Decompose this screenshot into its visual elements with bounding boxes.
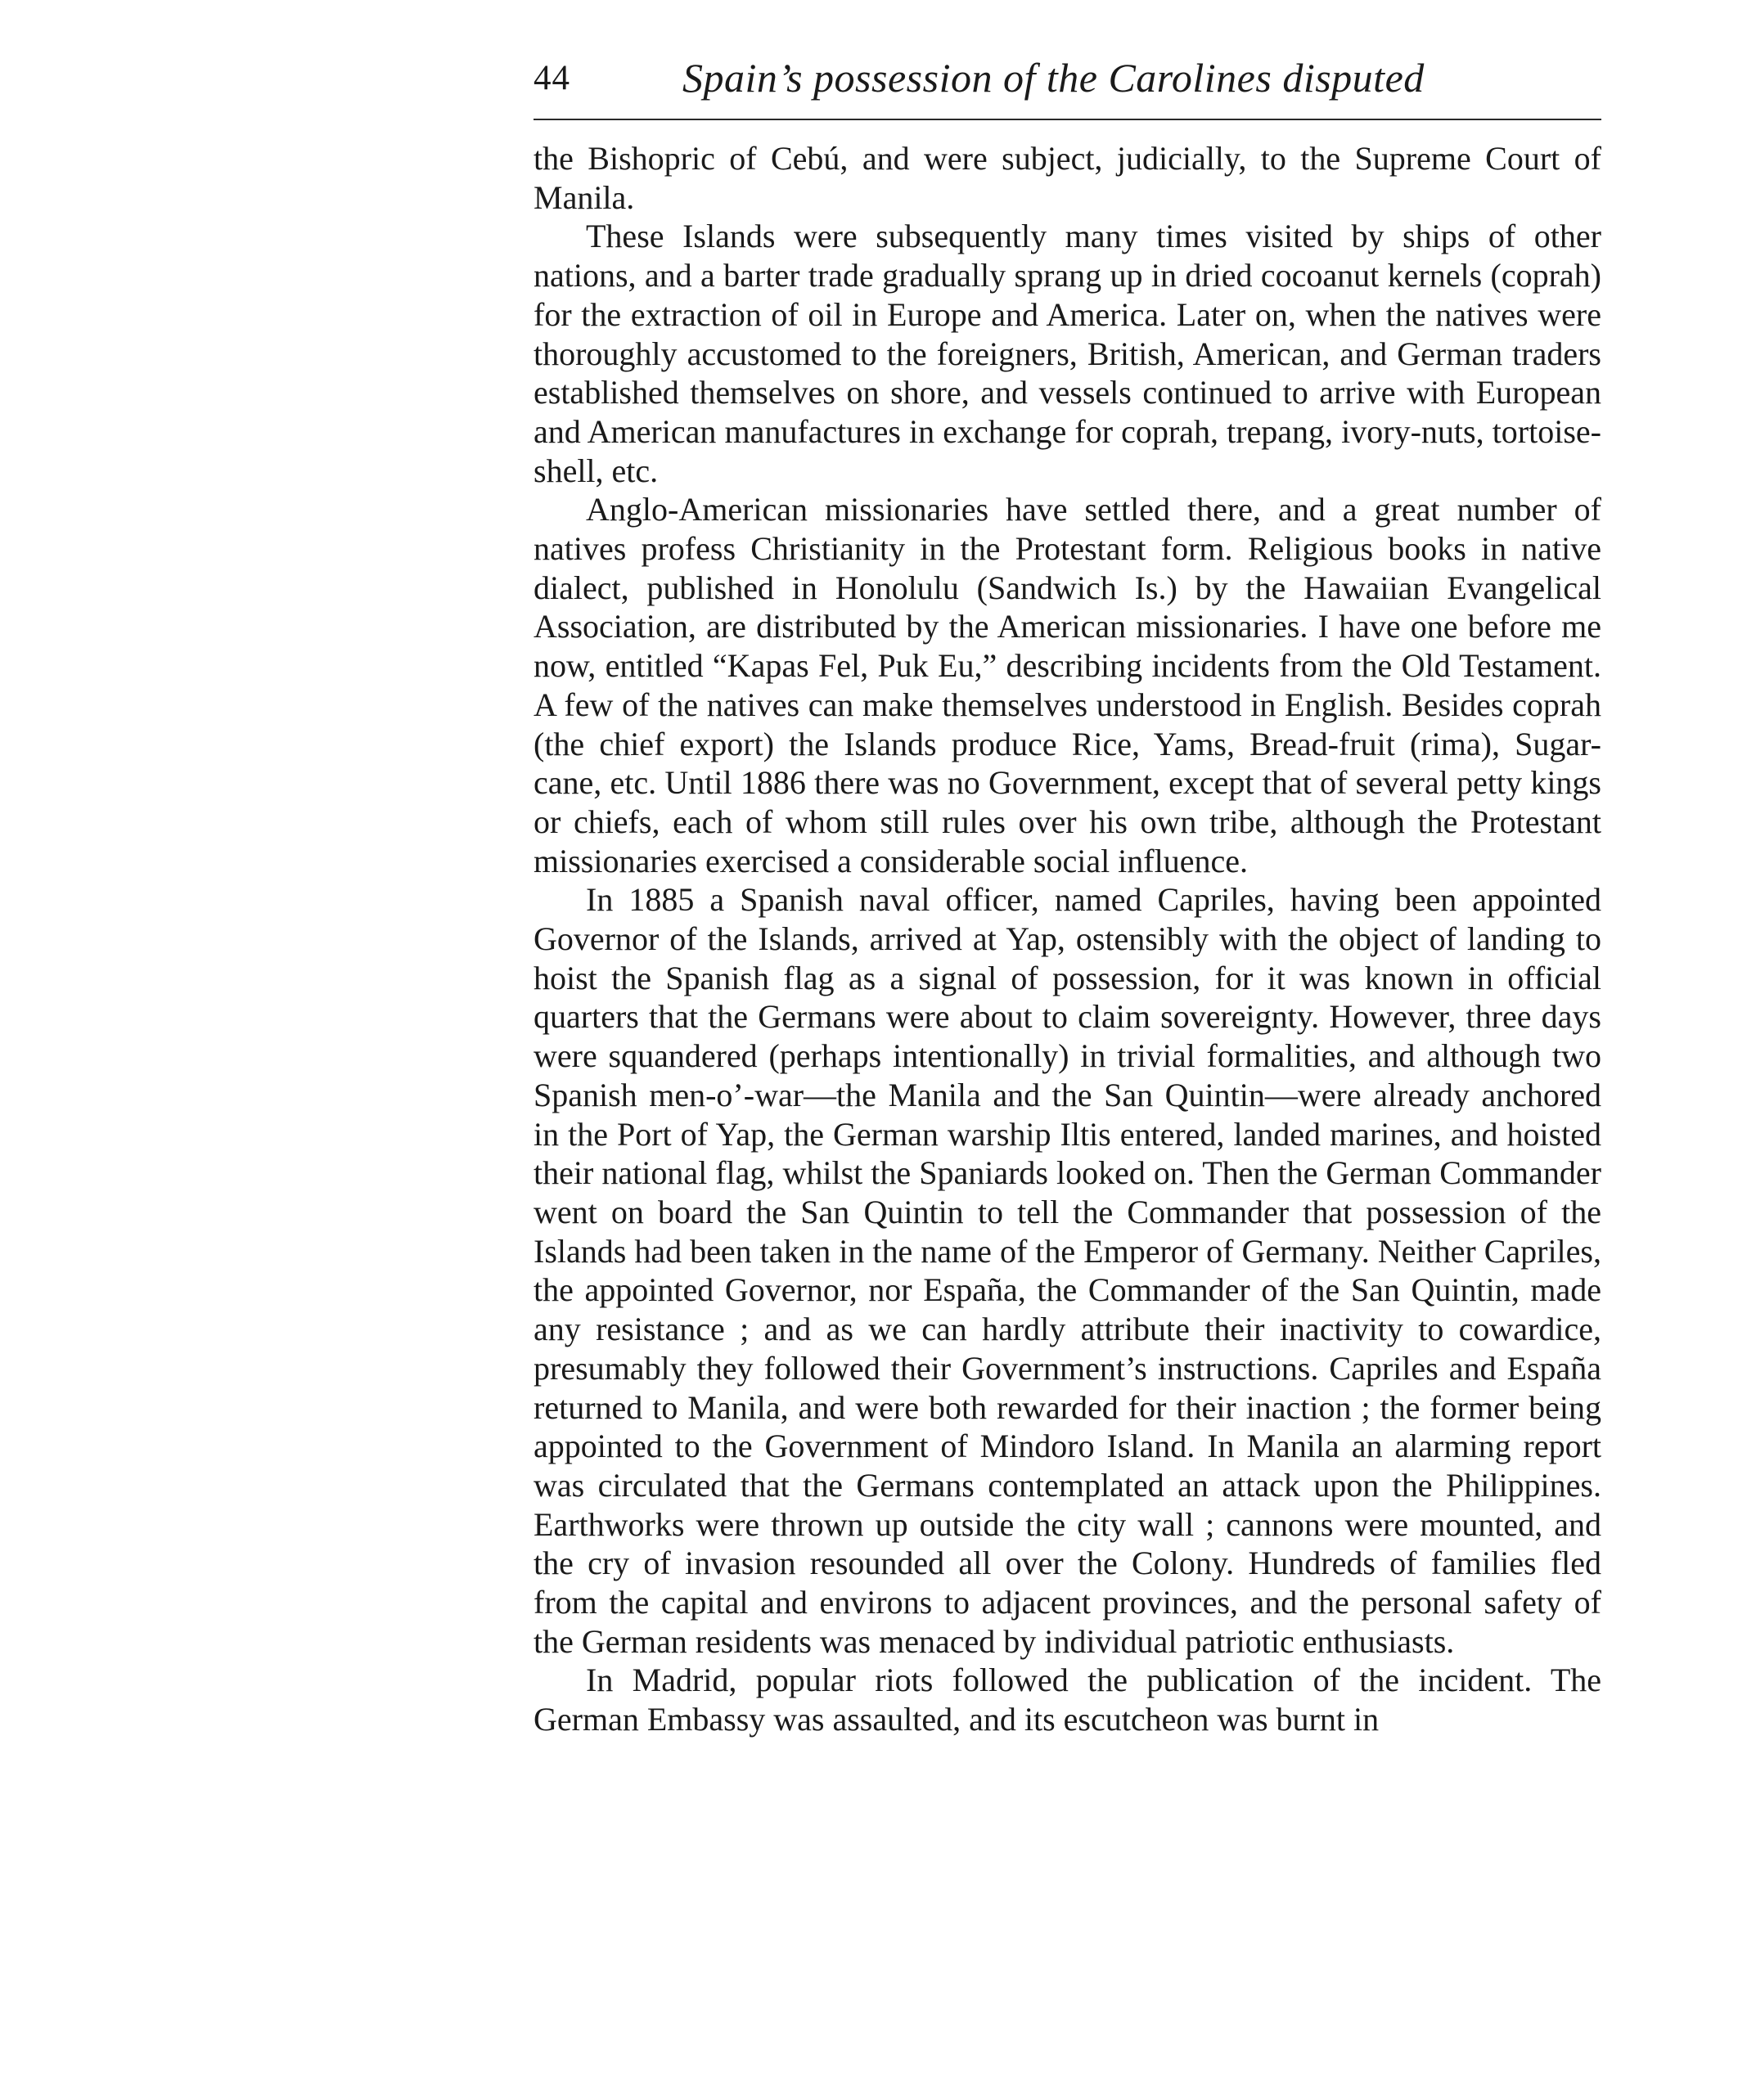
running-title: Spain’s possession of the Carolines disputed: [682, 55, 1425, 101]
body-text: [534, 139, 1601, 1739]
page-number: 44: [534, 59, 570, 97]
paragraph: In 1885 a Spanish naval officer, named Capriles, having been appointed Governor of the Islands, arrived at Yap, ostensibly with the object of landing to hoist the Spanish flag as a signal of possession, for it was known in official quarters that the Germans were about to claim sovereignty. However, three days were squandered (perhaps intentionally) in trivial formalities, and although two Spanish men-o’-war—the Manila and the San Quintin—were already anchored in the Port of Yap, the German warship Iltis entered, landed marines, and hoisted their national flag, whilst the Spaniards looked on. Then the German Commander went on board the San Quintin to tell the Commander that possession of the Islands had been taken in the name of the Emperor of Germany. Neither Capriles, the appointed Governor, nor España, the Commander of the San Quintin, made any resistance ; and as we can hardly attribute their inactivity to cowardice, presumably they followed their Government’s instructions. Capriles and España returned to Manila, and were both rewarded for their inaction ; the former being appointed to the Government of Mindoro Island. In Manila an alarming report was circulated that the Germans contemplated an attack upon the Philippines. Earthworks were thrown up outside the city wall ; cannons were mounted, and the cry of invasion resounded all over the Colony. Hundreds of families fled from the capital and environs to adjacent provinces, and the personal safety of the German residents was menaced by individual patriotic enthusiasts.: [534, 881, 1601, 1660]
paragraph: These Islands were subsequently many times visited by ships of other nations, and a barter trade gradually sprang up in dried cocoanut kernels (coprah) for the extraction of oil in Europe and America. Later on, when the natives were thoroughly accustomed to the foreigners, British, American, and German traders established themselves on shore, and vessels continued to arrive with European and American manufactures in exchange for coprah, trepang, ivory-nuts, tortoise-shell, etc.: [534, 218, 1601, 489]
paragraph: In Madrid, popular riots followed the publication of the incident. The German Embassy was assaulted, and its escutcheon was burnt in: [534, 1662, 1601, 1738]
running-head: [534, 54, 1601, 111]
paragraph: Anglo-American missionaries have settled there, and a great number of natives profess Christianity in the Protestant form. Religious books in native dialect, published in Honolulu (Sandwich Is.) by the Hawaiian Evangelical Association, are distributed by the American missionaries. I have one before me now, entitled “Kapas Fel, Puk Eu,” describing incidents from the Old Testament. A few of the natives can make themselves understood in English. Besides coprah (the chief export) the Islands produce Rice, Yams, Bread-fruit (rima), Sugar-cane, etc. Until 1886 there was no Government, except that of several petty kings or chiefs, each of whom still rules over his own tribe, although the Protestant missionaries exercised a considerable social influence.: [534, 491, 1601, 879]
header-rule: [534, 119, 1601, 120]
paragraph-continued: the Bishopric of Cebú, and were subject, judicially, to the Supreme Court of Manila.: [534, 140, 1601, 216]
